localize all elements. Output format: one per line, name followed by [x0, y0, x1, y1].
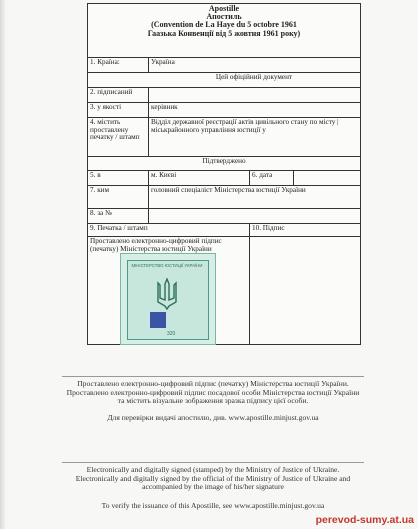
date-label: 6. дата	[249, 171, 294, 185]
row-country	[88, 57, 360, 72]
number-label: 8. за №	[90, 209, 112, 217]
row-capacity	[88, 102, 360, 117]
row-place-date	[88, 170, 360, 185]
footer-english	[62, 466, 364, 510]
signed-label: 2. підписаний	[90, 88, 133, 96]
country-value: Україна	[148, 58, 360, 72]
stamp-label: 9. Печатка / штамп	[90, 224, 148, 232]
footer-ua-line-3: та містить візуальне зображення зразка підпису цієї особи.	[117, 396, 309, 406]
date-value	[293, 171, 360, 185]
by-label: 7. ким	[90, 186, 110, 194]
row-stamp-signature	[88, 223, 360, 236]
page-edge-shadow	[0, 0, 6, 529]
signature-label: 10. Підпис	[249, 224, 360, 236]
apostille-header	[88, 4, 360, 38]
esign-right-cell	[249, 237, 360, 345]
row-statement	[88, 72, 360, 87]
divider-bottom	[62, 462, 364, 463]
qr-code-icon	[150, 312, 166, 328]
header-line-3: (Convention de La Haye du 5 octobre 1961	[151, 20, 297, 30]
footer-ua-line-1: Проставлено електронно-цифровий підпис (печатку) Міністерства юстиції України.	[77, 379, 349, 388]
header-line-2: Апостиль	[206, 12, 242, 22]
row-number	[88, 208, 360, 223]
signed-value	[148, 88, 360, 102]
row-seal	[88, 117, 360, 156]
trident-emblem-icon	[156, 278, 178, 310]
capacity-label: 3. у якості	[90, 103, 122, 111]
doc-statement: Цей офіційний документ	[215, 73, 293, 81]
footer-en-line-4: To verify the issuance of this Apostille, see www.apostille.minjust.gov.ua	[101, 500, 325, 510]
footer-ua-line-4: Для перевірки видачі апостилю, див. www.apostille.minjust.gov.ua	[107, 412, 319, 422]
by-value: головний спеціаліст Міністерства юстиції України	[148, 186, 360, 208]
footer-en-line-1: Electronically and digitally signed (stamped) by the Ministry of Justice of Ukraine.	[86, 465, 340, 474]
ministry-seal-stamp	[120, 253, 216, 345]
header-line-1: Apostille	[208, 4, 240, 13]
row-by	[88, 185, 360, 208]
footer-en-line-3: accompanied by the image of his/her signature	[142, 482, 284, 492]
footer-ua-line-2: Проставлено електронно-цифровий підпис посадової особи Міністерства юстиції України	[66, 387, 360, 397]
at-value: м. Києві	[148, 171, 248, 185]
footer-en-line-2: Electronically and digitally signed by the official of the Ministry of Justice of Ukraine and	[75, 473, 351, 483]
row-signed	[88, 87, 360, 102]
at-label: 5. в	[90, 171, 101, 179]
country-label: 1. Країна:	[90, 58, 120, 66]
header-line-4: Гаазька Конвенції від 5 жовтня 1961 року)	[147, 28, 301, 38]
esign-text: Проставлено електронно-цифровий підпис (печатку) Міністерства юстиції України	[90, 237, 222, 253]
divider-top	[62, 376, 364, 377]
certified-heading: Підтверджено	[202, 157, 246, 165]
number-value	[148, 209, 360, 223]
row-certified	[88, 156, 360, 170]
footer-ukrainian	[62, 380, 364, 422]
seal-title: МІНІСТЕРСТВО ЮСТИЦІЇ УКРАЇНИ	[131, 263, 203, 268]
watermark: perevod-sumy.at.ua	[315, 514, 414, 526]
seal-value: Відділ державної реєстрації актів цивільного стану по місту | міськрайонного управління юстиції у	[148, 118, 360, 156]
seal-number: 320	[167, 331, 176, 337]
seal-label: 4. містить проставлену печатку / штамп	[90, 118, 140, 142]
capacity-value: керівник	[148, 103, 360, 117]
